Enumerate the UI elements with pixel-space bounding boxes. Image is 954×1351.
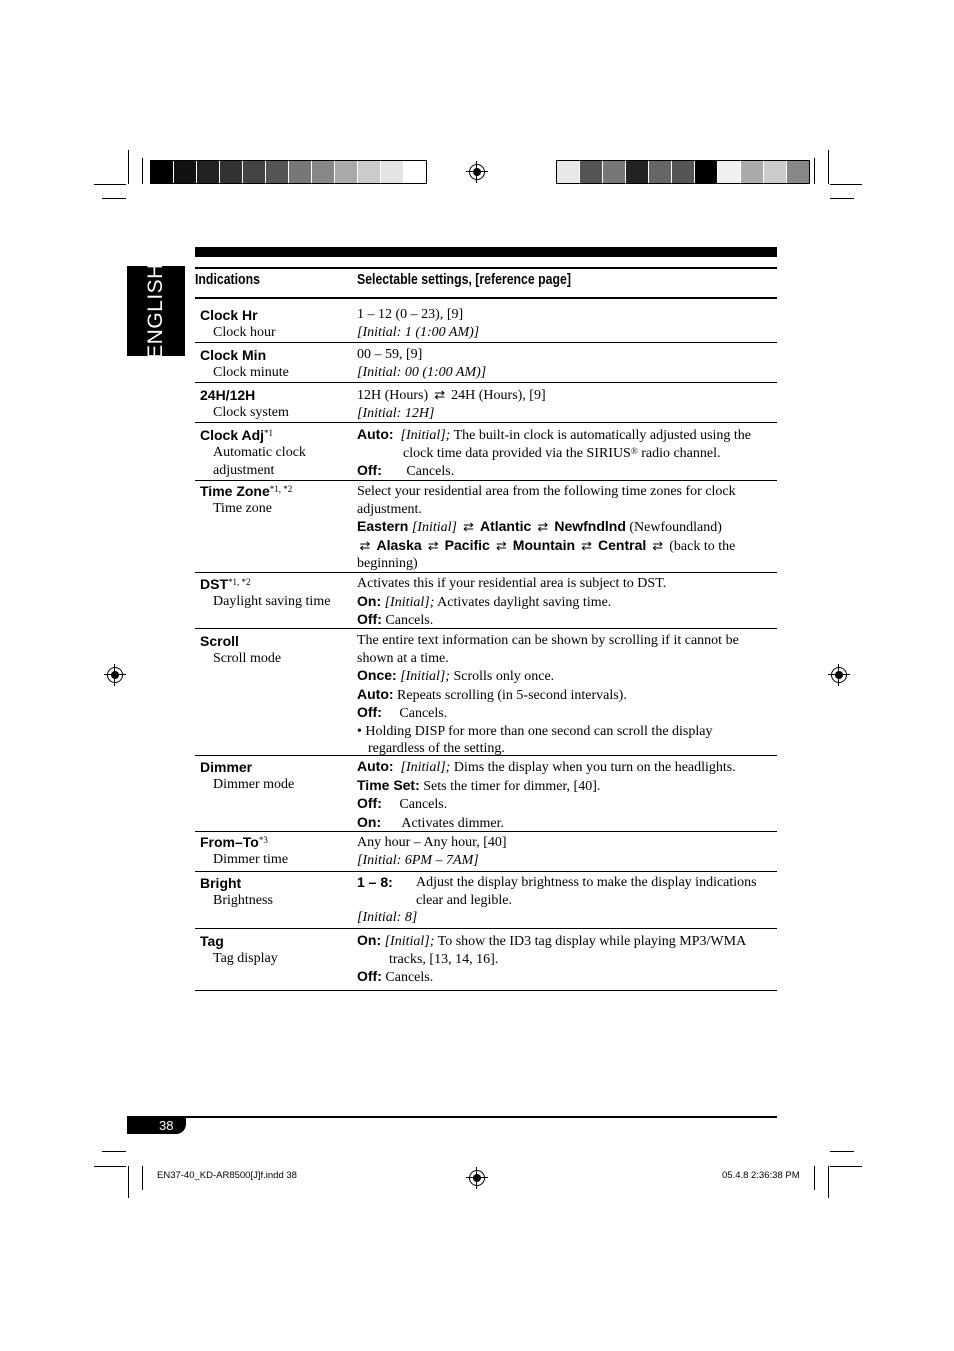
setting-desc: Tag display <box>213 951 278 966</box>
toggle-arrows-icon: ⇄ <box>537 519 549 534</box>
crop-mark <box>94 184 126 185</box>
setting-name: Tag <box>200 933 224 949</box>
table-row: Clock Adj$^{*1}$ Automatic clock adjustment Auto: [Initial]; The built-in clock is automatically adjusted using the clock time data provided via the SIRIUS® radio channel. Off: Cancels. <box>195 423 777 481</box>
crop-mark <box>102 1151 126 1152</box>
setting-desc: Scroll mode <box>213 651 282 666</box>
table-row: $DST^{*1, *2}$ Daylight saving time Activates this if your residential area is subject to DST. On: [Initial]; Activates daylight saving time. Off: Cancels. <box>195 573 777 629</box>
setting-name: Time Zone$^{*1, *2}$ <box>200 483 293 499</box>
option-on: On: <box>357 932 382 948</box>
table-row <box>195 832 777 872</box>
setting-name: From–To$^{*3}$ <box>200 834 268 850</box>
language-tab <box>127 263 185 359</box>
registration-mark-icon <box>107 667 123 683</box>
option-off: Off: <box>357 704 382 720</box>
option-off: Off: <box>357 795 382 811</box>
toggle-arrows-icon: ⇄ <box>652 537 664 553</box>
setting-name: Dimmer <box>200 759 253 775</box>
setting-name: $DST^{*1, *2}$ <box>200 576 251 592</box>
registration-mark-icon <box>469 1170 485 1186</box>
zone-eastern: Eastern <box>357 518 409 534</box>
header-rule <box>195 267 777 269</box>
crop-mark <box>142 158 143 184</box>
crop-mark <box>102 198 126 199</box>
zone-newfndlnd: Newfndlnd <box>554 518 626 534</box>
table-row <box>195 343 777 383</box>
setting-name: Scroll <box>200 633 239 649</box>
setting-value: 1 – 12 (0 – 23), [9] <box>357 307 464 322</box>
option-once: Once: <box>357 667 397 683</box>
setting-desc: Brightness <box>213 893 273 908</box>
setting-text: shown at a time. <box>357 650 449 666</box>
header-settings: Selectable settings, [reference page] <box>357 271 571 288</box>
table-row: Tag Tag display On: [Initial]; To show the ID3 tag display while playing MP3/WMA tracks, [13, 14, 16]. Off: Cancels. <box>195 929 777 991</box>
toggle-arrows-icon: ⇄ <box>581 537 592 553</box>
setting-name: Clock Hr <box>200 307 258 323</box>
footer-rule <box>127 1116 777 1118</box>
setting-text: The entire text information can be shown by scrolling if it cannot be <box>357 633 739 648</box>
table-row: Scroll Scroll mode The entire text information can be shown by scrolling if it cannot be shown at a time. Once: [Initial]; Scrolls only once. Auto: Repeats scrolling (in 5-second intervals). Off: Cancels. • Holding DISP for more than one second can scroll the display regardless of the setting. <box>195 629 777 756</box>
setting-value: 00 – 59, [9] <box>357 347 423 362</box>
table-row: Time Zone$^{*1, *2}$ Time zone Select your residential area from the following time zones for clock adjustment. Eastern [Initial] ⇄ Atlantic ⇄ Newfndlnd (Newfoundland) ⇄ Alaska ⇄ Pacific ⇄ Mountain ⇄ Central ⇄ (back to the beginning) <box>195 481 777 573</box>
option-off: Off: <box>357 611 382 627</box>
toggle-arrows-icon: ⇄ <box>434 387 446 402</box>
crop-mark <box>814 158 815 184</box>
page-number-badge <box>127 1118 186 1134</box>
option-auto: Auto: <box>357 426 394 442</box>
table-row: Bright Brightness 1 – 8: Adjust the display brightness to make the display indications clear and legible. [Initial: 8] <box>195 872 777 929</box>
file-info: EN37-40_KD-AR8500[J]f.indd 38 <box>157 1170 297 1181</box>
note: • Holding DISP for more than one second can scroll the display regardless of the setting. <box>357 723 713 756</box>
print-timestamp: 05.4.8 2:36:38 PM <box>722 1170 800 1181</box>
crop-mark <box>830 1151 854 1152</box>
crop-mark <box>830 184 862 185</box>
initial-value: [Initial: 12H] <box>357 405 435 421</box>
option-range: 1 – 8: <box>357 874 393 890</box>
header-indications: Indications <box>195 271 260 288</box>
option-off: Off: <box>357 968 382 984</box>
toggle-arrows-icon: ⇄ <box>495 537 507 553</box>
toggle-arrows-icon: ⇄ <box>359 537 371 553</box>
crop-mark <box>830 198 854 199</box>
crop-mark <box>94 1166 126 1167</box>
registration-mark-icon <box>469 164 485 180</box>
initial-value: [Initial: 00 (1:00 AM)] <box>357 364 487 380</box>
initial-value: [Initial: 6PM – 7AM] <box>357 852 479 868</box>
zone-pacific: Pacific <box>444 536 490 553</box>
table-row: Dimmer Dimmer mode Auto: [Initial]; Dims the display when you turn on the headlights. Time Set: Sets the timer for dimmer, [40]. Off: Cancels. On: Activates dimmer. <box>195 756 777 832</box>
setting-desc: adjustment <box>213 463 275 478</box>
crop-mark <box>830 1166 862 1167</box>
setting-text: Activates this if your residential area is subject to DST. <box>357 576 667 591</box>
option-12h: 12H (Hours) <box>357 388 429 403</box>
crop-mark <box>128 150 129 184</box>
color-bar-right <box>556 160 810 184</box>
page-number: 38 <box>159 1118 174 1133</box>
zone-alaska: Alaska <box>376 536 422 553</box>
color-bar-left <box>150 160 427 184</box>
setting-desc: Clock system <box>213 405 289 420</box>
option-off: Off: <box>357 462 382 478</box>
table-row <box>195 299 777 343</box>
option-on: On: <box>357 813 382 830</box>
zone-mountain: Mountain <box>512 536 576 553</box>
setting-desc: Time zone <box>213 501 272 516</box>
setting-name: Clock Adj$^{*1}$ <box>200 427 274 443</box>
language-tab-label: ENGLISH <box>144 263 167 359</box>
zone-atlantic: Atlantic <box>479 518 532 534</box>
option-auto: Auto: <box>357 758 394 774</box>
setting-text: tracks, [13, 14, 16]. <box>389 951 499 967</box>
option-24h: 24H (Hours), [9] <box>451 388 546 403</box>
table-row <box>195 383 777 423</box>
crop-mark <box>814 1166 815 1190</box>
setting-desc: Automatic clock <box>213 445 306 460</box>
setting-text: adjustment. <box>357 501 422 517</box>
crop-mark <box>142 1166 143 1190</box>
zone-central: Central <box>598 536 647 553</box>
setting-desc: Dimmer mode <box>213 777 295 792</box>
setting-value: Any hour – Any hour, [40] <box>357 835 507 850</box>
crop-mark <box>828 1166 829 1198</box>
top-rule <box>195 247 777 257</box>
option-time-set: Time Set: <box>357 776 420 793</box>
toggle-arrows-icon: ⇄ <box>463 519 474 534</box>
setting-desc: Daylight saving time <box>213 594 331 609</box>
setting-name: 24H/12H <box>200 387 256 403</box>
crop-mark <box>828 150 829 184</box>
setting-name: Bright <box>200 875 242 891</box>
setting-desc: Clock minute <box>213 365 289 380</box>
option-on: On: <box>357 592 382 609</box>
setting-text: beginning) <box>357 556 418 571</box>
initial-value: [Initial: 1 (1:00 AM)] <box>357 324 480 340</box>
crop-mark <box>128 1166 129 1198</box>
setting-desc: Clock hour <box>213 325 276 340</box>
registration-mark-icon <box>831 667 847 683</box>
option-auto: Auto: <box>357 685 394 702</box>
setting-text: Select your residential area from the following time zones for clock <box>357 484 736 499</box>
toggle-arrows-icon: ⇄ <box>427 537 439 553</box>
setting-name: Clock Min <box>200 347 267 363</box>
setting-desc: Dimmer time <box>213 852 289 867</box>
initial-value: [Initial: 8] <box>357 910 418 925</box>
